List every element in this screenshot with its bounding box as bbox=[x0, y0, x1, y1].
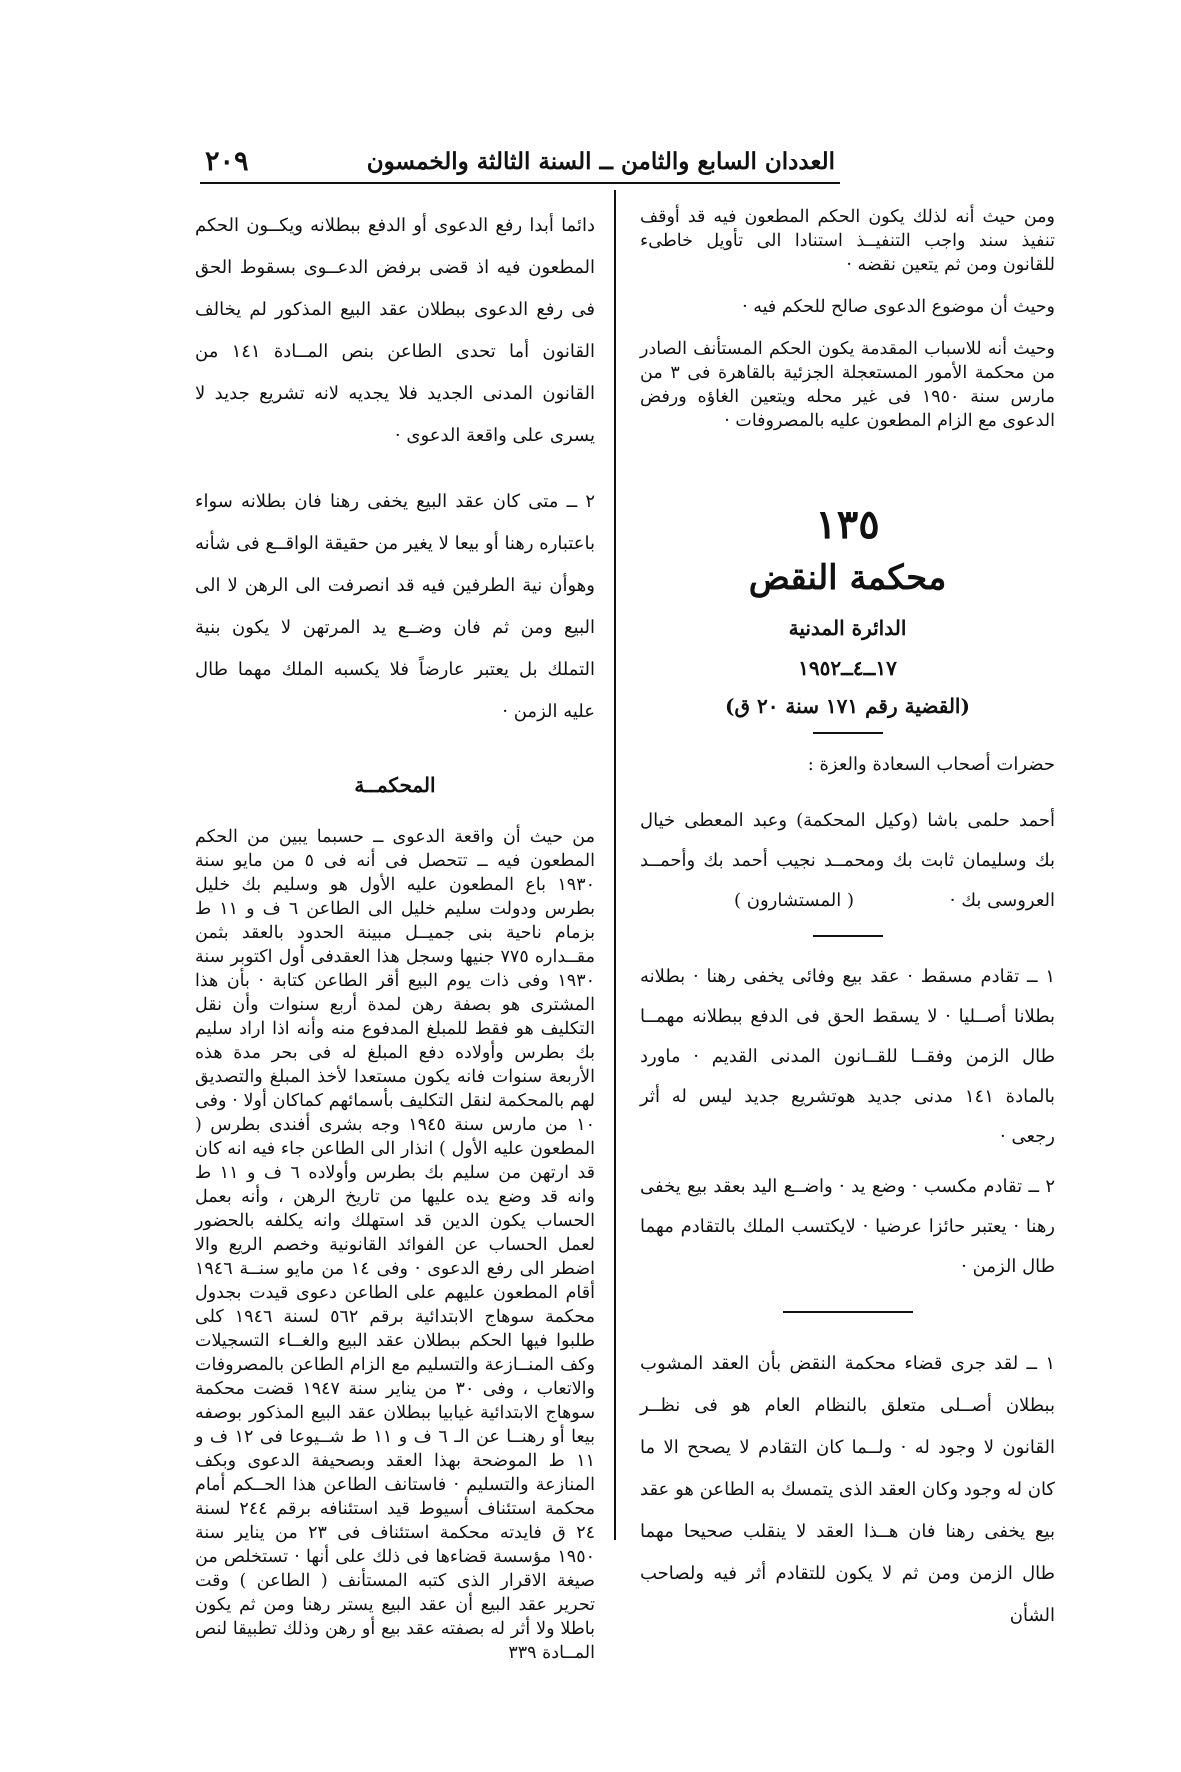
paragraph: ١ ــ لقد جرى قضاء محكمة النقض بأن العقد المشوب ببطلان أصــلى متعلق بالنظام العام هو فى نظــر القانون لا وجود له · ولــما كان التقادم لا يصحح الا ما كان له وجود وكان العقد الذى يتمسك به الطاعن هو عقد بيع يخفى رهنا فان هــذا العقد لا ينقلب صحيحا مهما طال الزمن ومن ثم لا يكون للتقادم أثر فيه ولصاحب الشأن bbox=[640, 1353, 1055, 1626]
salutation: حضرات أصحاب السعادة والعزة : bbox=[807, 754, 1055, 775]
divider bbox=[813, 935, 883, 937]
section-title: المحكمــة bbox=[354, 773, 436, 797]
judges-list bbox=[640, 801, 1055, 921]
paragraph: ومن حيث أنه لذلك يكون الحكم المطعون فيه قد أوقف تنفيذ سند واجب التنفيــذ استنادا الى تأويل خاطىء للقانون ومن ثم يتعين نقضه · bbox=[640, 207, 1055, 275]
left-column bbox=[195, 205, 595, 1665]
judges-names: أحمد حلمى باشا (وكيل المحكمة) وعبد المعطى خيال بك وسليمان ثابت بك ومحمــد نجيب أحمد بك وأحمــد العروسى بك · bbox=[640, 810, 1055, 911]
header-rule bbox=[200, 182, 840, 184]
paragraph: من حيث أن واقعة الدعوى ــ حسبما يبين من الحكم المطعون فيه ــ تتحصل فى أنه فى ٥ من مايو سنة ١٩٣٠ باع المطعون عليه الأول هو وسليم بك خليل بطرس ودولت سليم خليل الى الطاعن ٦ ف و ١١ ط بزمام ناحية بنى جميــل مبينة الحدود بالعقد بثمن مقــداره ٧٧٥ جنيها وسجل هذا العقدفى أول اكتوبر سنة ١٩٣٠ وفى ذات يوم البيع أقر الطاعن كتابة · بأن هذا المشترى هو بصفة رهن لمدة أربع سنوات وأن نقل التكليف هو فقط للمبلغ المدفوع منه وأنه اذا اراد سليم بك بطرس وأولاده دفع المبلغ له فى بحر مدة هذه الأربعة سنوات فانه يكون مستعدا لأخذ المبلغ والتصديق لهم بالمحكمة لنقل التكليف بأسمائهم كماكان أولا · وفى ١٠ من مارس سنة ١٩٤٥ وجه بشرى أفندى بطرس ( المطعون عليه الأول ) انذار الى الطاعن جاء فيه انه كان قد ارتهن من سليم بك بطرس وأولاده ٦ ف و ١١ ط وانه قد وضع يده عليها من تاريخ الرهن ، وأنه بعمل الحساب يكون الدين قد استهلك وانه يكلفه بالحضور لعمل الحساب عن الفوائد القانونية وخصم الريع والا اضطر الى رفع الدعوى · وفى ١٤ من مايو سنــة ١٩٤٦ أقام المطعون عليهم على الطاعن دعوى قيدت بجدول محكمة سوهاج الابتدائية برقم ٥٦٢ لسنة ١٩٤٦ كلى طلبوا فيها الحكم ببطلان عقد البيع والغــاء التسجيلات وكف المنــازعة والتسليم مع الزام الطاعن بالمصروفات والاتعاب ، وفى ٣٠ من يناير سنة ١٩٤٧ قضت محكمة سوهاج الابتدائية غيابيا ببطلان عقد البيع المذكور بوصفه بيعا أو رهنــا عن الـ ٦ ف و ١١ ط شــيوعا فى ١٢ ف و ١١ ط الموضحة بهذا العقد وبصحيفة الدعوى وبكف المنازعة والتسليم · فاستانف الطاعن هذا الحــكم أمام محكمة استئناف أسيوط قيد استئنافه برقم ٢٤٤ لسنة ٢٤ ق فايدته محكمة استئناف فى ٢٣ من يناير سنة ١٩٥٠ مؤسسة قضاءها فى ذلك على أنها · تستخلص من صيغة الاقرار الذى كتبه المستأنف ( الطاعن ) وقت تحرير عقد البيع أن عقد البيع يستر رهنا ومن ثم يكون باطلا ولا أثر له بصفته عقد بيع أو رهن وذلك تطبيقا لنص المــادة ٣٣٩ bbox=[195, 827, 596, 1663]
paragraph: وحيث أنه للاسباب المقدمة يكون الحكم المستأنف الصادر من محكمة الأمور المستعجلة الجزئية بالقاهرة فى ٣ من مارس سنة ١٩٥٠ فى غير محله ويتعين الغاؤه ورفض الدعوى مع الزام المطعون عليه بالمصروفات · bbox=[640, 339, 1055, 431]
divider bbox=[813, 732, 883, 734]
court-name: محكمة النقض bbox=[748, 558, 947, 598]
page-number: ٢٠٩ bbox=[205, 146, 249, 177]
case-reference: (القضية رقم ١٧١ سنة ٢٠ ق) bbox=[725, 694, 970, 718]
circuit-name: الدائرة المدنية bbox=[788, 616, 907, 640]
session-date: ١٧ــ٤ــ١٩٥٢ bbox=[798, 656, 897, 680]
right-column bbox=[640, 205, 1055, 1637]
case-number: ١٣٥ bbox=[815, 501, 880, 548]
headnote: ١ ــ تقادم مسقط · عقد بيع وفائى يخفى رهنا · بطلانه بطلانا أصــليا · لا يسقط الحق فى الدفع ببطلانه مهمــا طال الزمن وفقــا للقــانون المدنى القديم · ماورد بالمادة ١٤١ مدنى جديد هوتشريع جديد ليس له أثر رجعى · bbox=[640, 966, 1055, 1147]
paragraph: ٢ ــ متى كان عقد البيع يخفى رهنا فان بطلانه سواء باعتباره رهنا أو بيعا لا يغير من حقيقة الواقــع فى شأنه وهوأن نية الطرفين فيه قد انصرفت الى الرهن لا الى البيع ومن ثم فان وضــع يد المرتهن لا يكون بنية التملك بل يعتبر عارضاً فلا يكسبه الملك مهما طال عليه الزمن · bbox=[195, 491, 595, 722]
headnote: ٢ ــ تقادم مكسب · وضع يد · واضــع اليد بعقد بيع يخفى رهنا · يعتبر حائزا عرضيا · لايكتسب الملك بالتقادم مهما طال الزمن · bbox=[640, 1176, 1055, 1277]
column-divider bbox=[614, 190, 616, 1540]
divider bbox=[783, 1311, 913, 1313]
running-head: العددان السابع والثامن ــ السنة الثالثة والخمسون bbox=[366, 148, 835, 175]
paragraph: وحيث أن موضوع الدعوى صالح للحكم فيه · bbox=[742, 297, 1055, 317]
judges-role: ( المستشارون ) bbox=[734, 890, 855, 911]
paragraph: دائما أبدا رفع الدعوى أو الدفع ببطلانه ويكــون الحكم المطعون فيه اذ قضى برفض الدعــوى بسقوط الحق فى رفع الدعوى ببطلان عقد البيع المذكور لم يخالف القانون أما تحدى الطاعن بنص المــادة ١٤١ من القانون المدنى الجديد فلا يجديه لانه تشريع جديد لا يسرى على واقعة الدعوى · bbox=[195, 215, 595, 446]
